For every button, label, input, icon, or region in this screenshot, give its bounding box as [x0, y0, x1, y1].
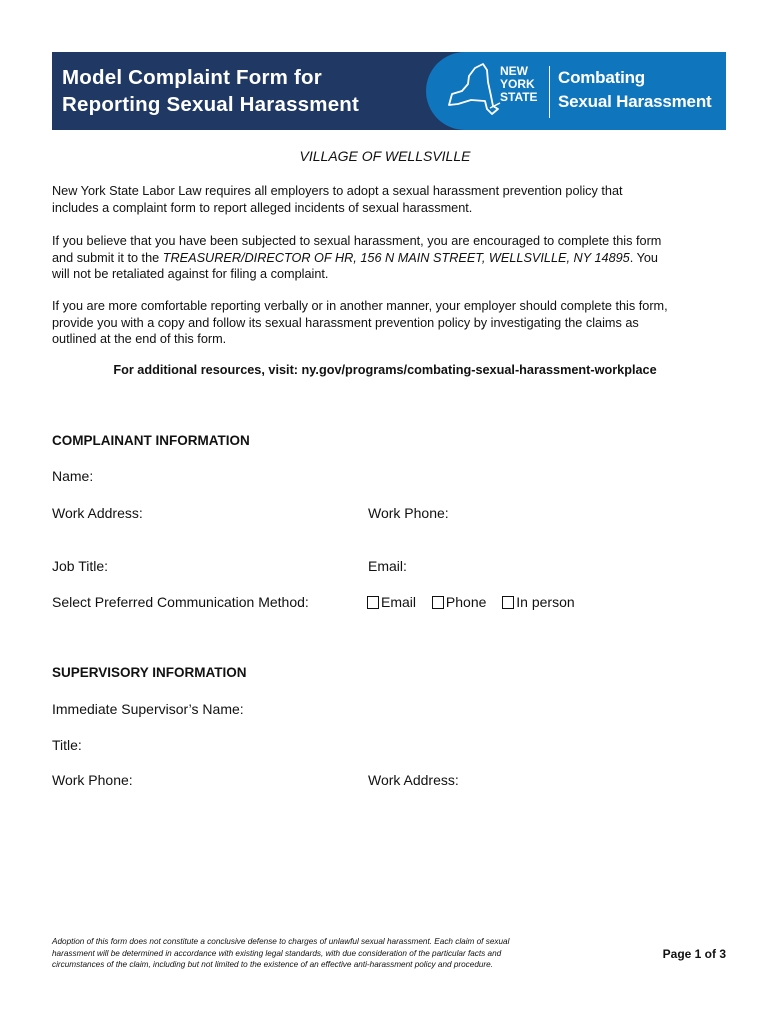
communication-method-label: Select Preferred Communication Method: — [52, 594, 309, 610]
employer-name: VILLAGE OF WELLSVILLE — [299, 148, 471, 164]
in-person-checkbox[interactable] — [502, 596, 514, 609]
paragraph-line: outlined at the end of this form. — [52, 332, 227, 346]
paragraph-text: and submit it to the — [52, 250, 163, 265]
form-title — [62, 64, 359, 118]
email-option-label: Email — [381, 594, 417, 610]
form-title-line-1: Model Complaint Form for — [62, 66, 322, 89]
disclaimer-line: circumstances of the claim, including but not limited to the existence of an effective anti-harassment policy and procedure. — [52, 960, 493, 970]
intro-paragraph-1 — [52, 183, 732, 216]
in-person-option[interactable] — [502, 594, 574, 610]
paragraph-line: includes a complaint form to report alleged incidents of sexual harassment. — [52, 200, 473, 215]
supervisor-work-address-label: Work Address: — [368, 772, 459, 788]
supervisor-title-label: Title: — [52, 737, 82, 753]
complainant-email-label: Email: — [368, 558, 407, 574]
paragraph-line — [52, 250, 732, 267]
complainant-work-phone-label: Work Phone: — [368, 505, 449, 521]
supervisor-work-phone-label: Work Phone: — [52, 772, 133, 788]
paragraph-line: New York State Labor Law requires all employers to adopt a sexual harassment prevention policy that — [52, 184, 623, 198]
paragraph-line: will not be retaliated against for filing a complaint. — [52, 267, 329, 281]
in-person-option-label: In person — [516, 594, 575, 610]
phone-option-label: Phone — [445, 594, 487, 610]
paragraph-line: If you are more comfortable reporting verbally or in another manner, your employer should complete this form, — [52, 299, 668, 313]
nys-logo-panel — [426, 52, 726, 130]
nys-wordmark-line: YORK — [500, 77, 535, 91]
nys-wordmark — [500, 65, 538, 104]
phone-checkbox[interactable] — [432, 596, 444, 609]
complainant-name-label: Name: — [52, 468, 94, 484]
program-wordmark-line-1: Combating — [558, 68, 645, 87]
nys-wordmark-line: NEW — [500, 64, 528, 78]
submission-address: TREASURER/DIRECTOR OF HR, 156 N MAIN STREET, WELLSVILLE, NY 14895 — [162, 250, 630, 265]
phone-option[interactable] — [432, 594, 486, 610]
disclaimer-line: harassment will be determined in accordance with existing legal standards, with due consideration of the particular facts and — [52, 948, 502, 958]
complainant-work-address-label: Work Address: — [52, 505, 143, 521]
form-title-line-2: Reporting Sexual Harassment — [62, 93, 360, 116]
paragraph-line: If you believe that you have been subjected to sexual harassment, you are encouraged to complete this form — [52, 234, 662, 248]
resources-link[interactable]: For additional resources, visit: ny.gov/programs/combating-sexual-harassment-workplace — [113, 363, 657, 377]
disclaimer-line: Adoption of this form does not constitute a conclusive defense to charges of unlawful sexual harassment. Each claim of sexual — [52, 937, 510, 946]
paragraph-line: provide you with a copy and follow its sexual harassment prevention policy by investigating the claims as — [52, 315, 639, 330]
program-wordmark — [558, 66, 711, 114]
communication-method-options — [367, 594, 587, 612]
complainant-heading: COMPLAINANT INFORMATION — [52, 433, 250, 448]
supervisor-name-label: Immediate Supervisor’s Name: — [52, 701, 244, 717]
new-york-state-map-icon — [440, 58, 504, 122]
header-banner — [52, 52, 726, 130]
logo-divider — [549, 66, 550, 118]
supervisory-heading: SUPERVISORY INFORMATION — [52, 665, 247, 680]
email-checkbox[interactable] — [367, 596, 379, 609]
complainant-job-title-label: Job Title: — [52, 558, 109, 574]
intro-paragraph-2 — [52, 233, 732, 283]
email-option[interactable] — [367, 594, 416, 610]
footer-disclaimer — [52, 936, 632, 971]
nys-wordmark-line: STATE — [500, 90, 538, 104]
program-wordmark-line-2: Sexual Harassment — [558, 92, 712, 111]
intro-paragraph-3 — [52, 298, 732, 348]
paragraph-text: . You — [629, 250, 658, 265]
page-number: Page 1 of 3 — [662, 947, 726, 961]
